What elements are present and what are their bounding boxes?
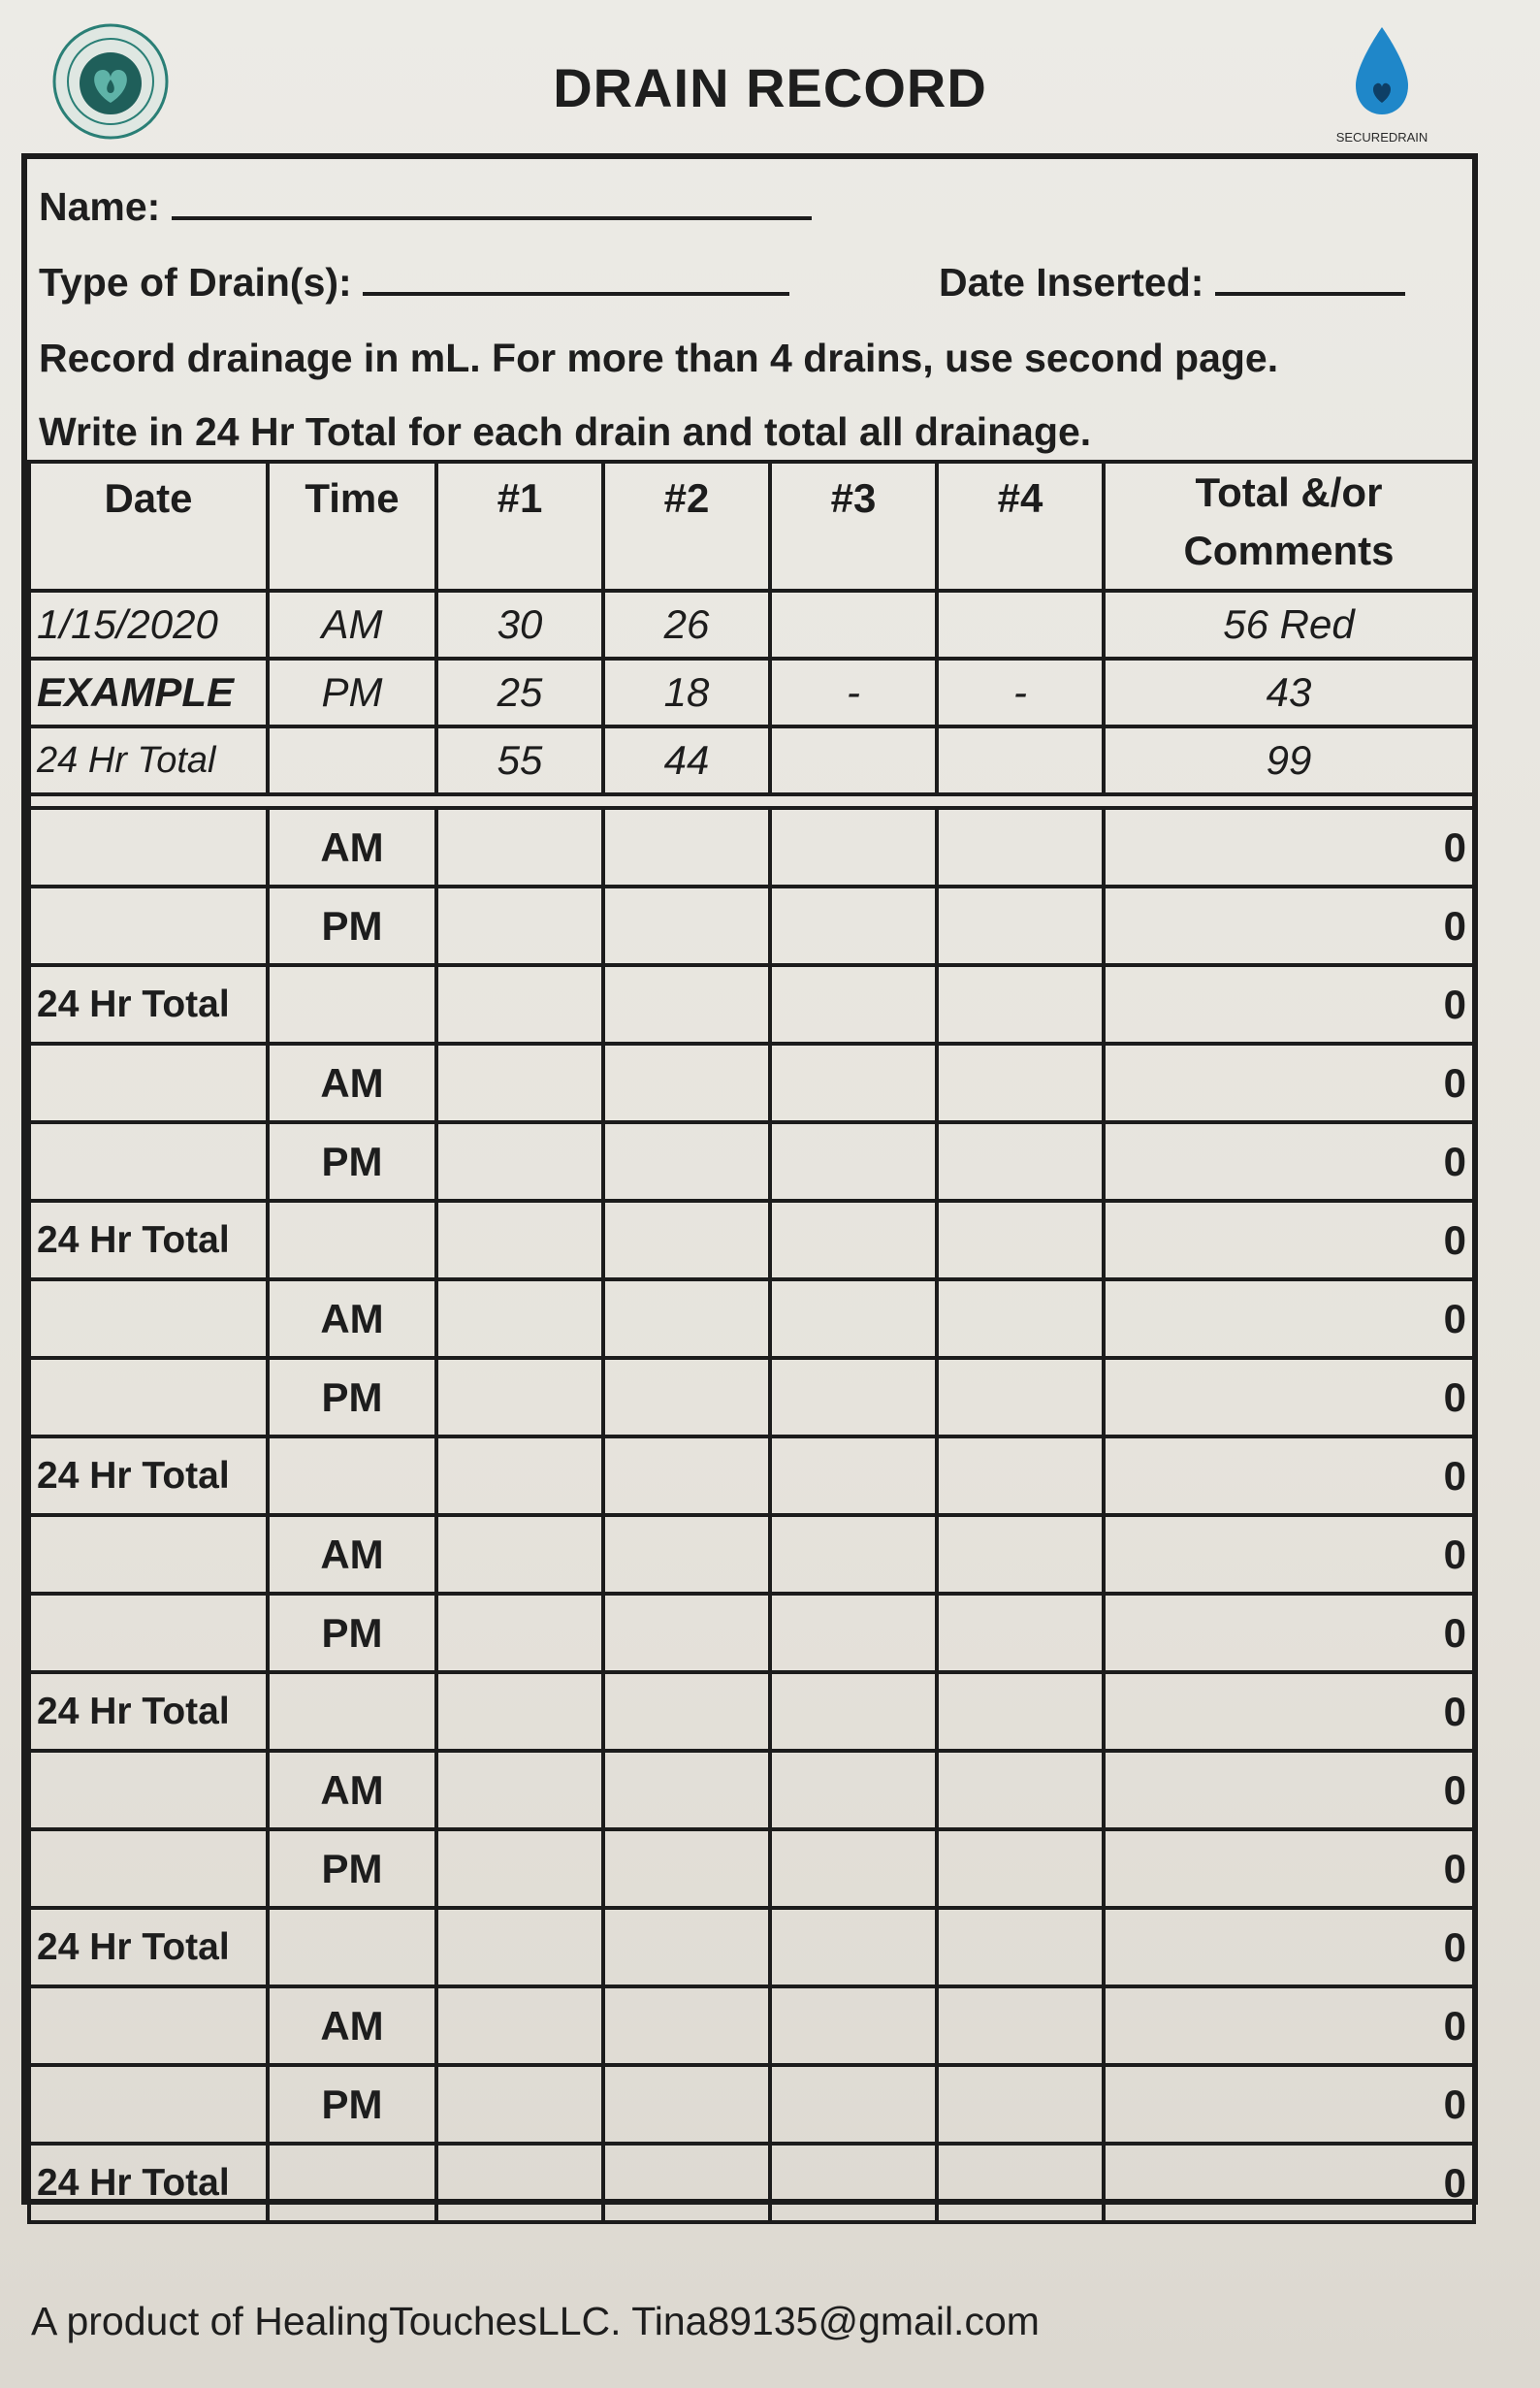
total-cell[interactable]: 0 xyxy=(1104,2065,1474,2144)
drain-4-cell[interactable] xyxy=(937,2065,1104,2144)
drain-4-cell[interactable] xyxy=(937,1122,1104,1201)
example-cell-d1: 25 xyxy=(436,659,603,726)
table-separator xyxy=(29,794,1474,808)
date-cell[interactable] xyxy=(29,1751,268,1829)
table-row xyxy=(29,1358,1474,1436)
drain-2-cell[interactable] xyxy=(603,1044,770,1122)
drain-3-cell[interactable] xyxy=(770,965,937,1044)
drain-2-cell[interactable] xyxy=(603,1515,770,1594)
drain-2-cell[interactable] xyxy=(603,1436,770,1515)
date-cell[interactable]: 24 Hr Total xyxy=(29,1201,268,1279)
example-cell-total: 56 Red xyxy=(1104,591,1474,659)
table-header-row xyxy=(29,462,1474,591)
drain-2-cell[interactable] xyxy=(603,1672,770,1751)
date-cell[interactable] xyxy=(29,887,268,965)
date-cell[interactable] xyxy=(29,1829,268,1908)
drain-1-cell[interactable] xyxy=(436,1358,603,1436)
time-cell: AM xyxy=(268,1986,436,2065)
time-cell: AM xyxy=(268,1515,436,1594)
example-row xyxy=(29,591,1474,659)
total-cell[interactable]: 0 xyxy=(1104,1594,1474,1672)
time-cell xyxy=(268,1908,436,1986)
example-cell-d4: - xyxy=(937,659,1104,726)
drain-type-row xyxy=(39,260,789,306)
total-cell[interactable]: 0 xyxy=(1104,1672,1474,1751)
date-inserted-label: Date Inserted: xyxy=(939,260,1204,305)
drain-3-cell[interactable] xyxy=(770,808,937,887)
drain-3-cell[interactable] xyxy=(770,887,937,965)
example-cell-d3 xyxy=(770,726,937,794)
date-cell[interactable] xyxy=(29,1594,268,1672)
drain-4-cell[interactable] xyxy=(937,1515,1104,1594)
date-cell[interactable]: 24 Hr Total xyxy=(29,2144,268,2222)
example-row xyxy=(29,726,1474,794)
drain-2-cell[interactable] xyxy=(603,887,770,965)
date-cell[interactable]: 24 Hr Total xyxy=(29,1908,268,1986)
time-cell: PM xyxy=(268,1122,436,1201)
drain-3-cell[interactable] xyxy=(770,1672,937,1751)
time-cell: AM xyxy=(268,1279,436,1358)
svg-text:SECUREDRAIN: SECUREDRAIN xyxy=(1335,130,1428,145)
table-row xyxy=(29,1594,1474,1672)
total-cell[interactable]: 0 xyxy=(1104,1436,1474,1515)
footer-credit: A product of HealingTouchesLLC. Tina89135@gmail.com xyxy=(31,2299,1040,2343)
name-row xyxy=(39,184,812,230)
drain-1-cell[interactable] xyxy=(436,1908,603,1986)
drain-3-cell[interactable] xyxy=(770,1358,937,1436)
date-cell[interactable] xyxy=(29,1122,268,1201)
drain-3-cell[interactable] xyxy=(770,1201,937,1279)
time-cell: PM xyxy=(268,1358,436,1436)
drain-type-label: Type of Drain(s): xyxy=(39,260,352,305)
drain-1-cell[interactable] xyxy=(436,1279,603,1358)
drain-4-cell[interactable] xyxy=(937,1279,1104,1358)
drain-2-cell[interactable] xyxy=(603,2144,770,2222)
total-cell[interactable]: 0 xyxy=(1104,1908,1474,1986)
drain-3-cell[interactable] xyxy=(770,1986,937,2065)
drain-1-cell[interactable] xyxy=(436,1515,603,1594)
drain-3-cell[interactable] xyxy=(770,1122,937,1201)
time-cell: AM xyxy=(268,1044,436,1122)
time-cell xyxy=(268,1436,436,1515)
col-header-time: Time xyxy=(268,462,436,591)
time-cell xyxy=(268,1672,436,1751)
drain-2-cell[interactable] xyxy=(603,1829,770,1908)
total-cell[interactable]: 0 xyxy=(1104,1201,1474,1279)
time-cell xyxy=(268,2144,436,2222)
col-header-drain-4: #4 xyxy=(937,462,1104,591)
drain-4-cell[interactable] xyxy=(937,965,1104,1044)
drain-1-cell[interactable] xyxy=(436,1829,603,1908)
table-row xyxy=(29,808,1474,887)
date-cell[interactable] xyxy=(29,1358,268,1436)
col-header-drain-2: #2 xyxy=(603,462,770,591)
table-row xyxy=(29,1751,1474,1829)
drain-1-cell[interactable] xyxy=(436,1751,603,1829)
drain-2-cell[interactable] xyxy=(603,1201,770,1279)
example-cell-d1: 30 xyxy=(436,591,603,659)
example-cell-date: 24 Hr Total xyxy=(29,726,268,794)
drain-1-cell[interactable] xyxy=(436,887,603,965)
total-cell[interactable]: 0 xyxy=(1104,1829,1474,1908)
drain-1-cell[interactable] xyxy=(436,2144,603,2222)
table-row xyxy=(29,1044,1474,1122)
table-row xyxy=(29,1436,1474,1515)
drain-2-cell[interactable] xyxy=(603,1986,770,2065)
total-cell[interactable]: 0 xyxy=(1104,1044,1474,1122)
instruction-line-1: Record drainage in mL. For more than 4 drains, use second page. xyxy=(39,336,1279,380)
drain-3-cell[interactable] xyxy=(770,2144,937,2222)
drain-3-cell[interactable] xyxy=(770,1829,937,1908)
date-cell[interactable] xyxy=(29,2065,268,2144)
example-cell-d3 xyxy=(770,591,937,659)
date-cell[interactable]: 24 Hr Total xyxy=(29,1436,268,1515)
drain-2-cell[interactable] xyxy=(603,1908,770,1986)
table-row xyxy=(29,1829,1474,1908)
example-cell-total: 43 xyxy=(1104,659,1474,726)
name-field[interactable] xyxy=(172,207,812,220)
table-row xyxy=(29,1986,1474,2065)
drain-type-field[interactable] xyxy=(363,282,789,296)
table-row xyxy=(29,1201,1474,1279)
drain-2-cell[interactable] xyxy=(603,808,770,887)
drain-4-cell[interactable] xyxy=(937,887,1104,965)
drain-record-form xyxy=(21,153,1478,2205)
drain-3-cell[interactable] xyxy=(770,2065,937,2144)
drain-1-cell[interactable] xyxy=(436,2065,603,2144)
name-label: Name: xyxy=(39,184,161,229)
drain-4-cell[interactable] xyxy=(937,1044,1104,1122)
drain-3-cell[interactable] xyxy=(770,1751,937,1829)
example-cell-date: 1/15/2020 xyxy=(29,591,268,659)
example-cell-time xyxy=(268,726,436,794)
date-inserted-field[interactable] xyxy=(1215,282,1405,296)
table-row xyxy=(29,965,1474,1044)
time-cell: PM xyxy=(268,1594,436,1672)
col-header-drain-1: #1 xyxy=(436,462,603,591)
drain-2-cell[interactable] xyxy=(603,2065,770,2144)
example-cell-time: AM xyxy=(268,591,436,659)
date-cell[interactable] xyxy=(29,808,268,887)
date-cell[interactable]: 24 Hr Total xyxy=(29,1672,268,1751)
drain-2-cell[interactable] xyxy=(603,1751,770,1829)
drain-4-cell[interactable] xyxy=(937,1201,1104,1279)
drain-2-cell[interactable] xyxy=(603,965,770,1044)
example-cell-d1: 55 xyxy=(436,726,603,794)
drain-1-cell[interactable] xyxy=(436,1201,603,1279)
drain-4-cell[interactable] xyxy=(937,1908,1104,1986)
drain-1-cell[interactable] xyxy=(436,1594,603,1672)
date-cell[interactable] xyxy=(29,1044,268,1122)
drain-2-cell[interactable] xyxy=(603,1122,770,1201)
total-cell[interactable]: 0 xyxy=(1104,1515,1474,1594)
drain-4-cell[interactable] xyxy=(937,1594,1104,1672)
table-row xyxy=(29,1672,1474,1751)
example-cell-d4 xyxy=(937,726,1104,794)
page-title: DRAIN RECORD xyxy=(553,57,987,118)
col-header-drain-3: #3 xyxy=(770,462,937,591)
drain-4-cell[interactable] xyxy=(937,1672,1104,1751)
date-cell[interactable] xyxy=(29,1279,268,1358)
instruction-line-2: Write in 24 Hr Total for each drain and total all drainage. xyxy=(39,409,1092,454)
time-cell xyxy=(268,1201,436,1279)
example-cell-total: 99 xyxy=(1104,726,1474,794)
total-cell[interactable]: 0 xyxy=(1104,1122,1474,1201)
date-inserted-row xyxy=(939,260,1405,306)
example-cell-d2: 44 xyxy=(603,726,770,794)
total-cell[interactable]: 0 xyxy=(1104,887,1474,965)
time-cell: PM xyxy=(268,1829,436,1908)
time-cell: PM xyxy=(268,2065,436,2144)
time-cell xyxy=(268,965,436,1044)
total-cell[interactable]: 0 xyxy=(1104,2144,1474,2222)
drain-4-cell[interactable] xyxy=(937,1751,1104,1829)
drain-4-cell[interactable] xyxy=(937,2144,1104,2222)
total-cell[interactable]: 0 xyxy=(1104,1986,1474,2065)
drain-4-cell[interactable] xyxy=(937,1986,1104,2065)
total-cell[interactable]: 0 xyxy=(1104,808,1474,887)
time-cell: PM xyxy=(268,887,436,965)
example-cell-d4 xyxy=(937,591,1104,659)
table-row xyxy=(29,2144,1474,2222)
drain-1-cell[interactable] xyxy=(436,1044,603,1122)
drain-1-cell[interactable] xyxy=(436,965,603,1044)
example-cell-d3: - xyxy=(770,659,937,726)
drain-2-cell[interactable] xyxy=(603,1279,770,1358)
col-header-date: Date xyxy=(29,462,268,591)
total-cell[interactable]: 0 xyxy=(1104,1751,1474,1829)
date-cell[interactable] xyxy=(29,1515,268,1594)
drain-1-cell[interactable] xyxy=(436,1436,603,1515)
drain-1-cell[interactable] xyxy=(436,1122,603,1201)
drain-2-cell[interactable] xyxy=(603,1594,770,1672)
time-cell: AM xyxy=(268,1751,436,1829)
drain-4-cell[interactable] xyxy=(937,1358,1104,1436)
example-cell-time: PM xyxy=(268,659,436,726)
drain-2-cell[interactable] xyxy=(603,1358,770,1436)
drain-3-cell[interactable] xyxy=(770,1594,937,1672)
table-row xyxy=(29,1515,1474,1594)
example-cell-date: EXAMPLE xyxy=(29,659,268,726)
time-cell: AM xyxy=(268,808,436,887)
drain-4-cell[interactable] xyxy=(937,1829,1104,1908)
securedrain-drop-logo xyxy=(1309,21,1455,147)
drain-4-cell[interactable] xyxy=(937,1436,1104,1515)
drain-3-cell[interactable] xyxy=(770,1436,937,1515)
date-cell[interactable]: 24 Hr Total xyxy=(29,965,268,1044)
total-cell[interactable]: 0 xyxy=(1104,1279,1474,1358)
example-cell-d2: 26 xyxy=(603,591,770,659)
drain-3-cell[interactable] xyxy=(770,1908,937,1986)
total-cell[interactable]: 0 xyxy=(1104,965,1474,1044)
col-header-total-comments: Total &/or Comments xyxy=(1104,462,1474,591)
table-row xyxy=(29,1908,1474,1986)
table-row xyxy=(29,1279,1474,1358)
drain-3-cell[interactable] xyxy=(770,1279,937,1358)
example-row xyxy=(29,659,1474,726)
table-row xyxy=(29,887,1474,965)
date-cell[interactable] xyxy=(29,1986,268,2065)
drain-3-cell[interactable] xyxy=(770,1044,937,1122)
example-cell-d2: 18 xyxy=(603,659,770,726)
drain-4-cell[interactable] xyxy=(937,808,1104,887)
drain-3-cell[interactable] xyxy=(770,1515,937,1594)
drain-1-cell[interactable] xyxy=(436,808,603,887)
drain-table xyxy=(27,460,1476,2224)
table-row xyxy=(29,1122,1474,1201)
drain-1-cell[interactable] xyxy=(436,1986,603,2065)
drain-1-cell[interactable] xyxy=(436,1672,603,1751)
table-row xyxy=(29,2065,1474,2144)
total-cell[interactable]: 0 xyxy=(1104,1358,1474,1436)
